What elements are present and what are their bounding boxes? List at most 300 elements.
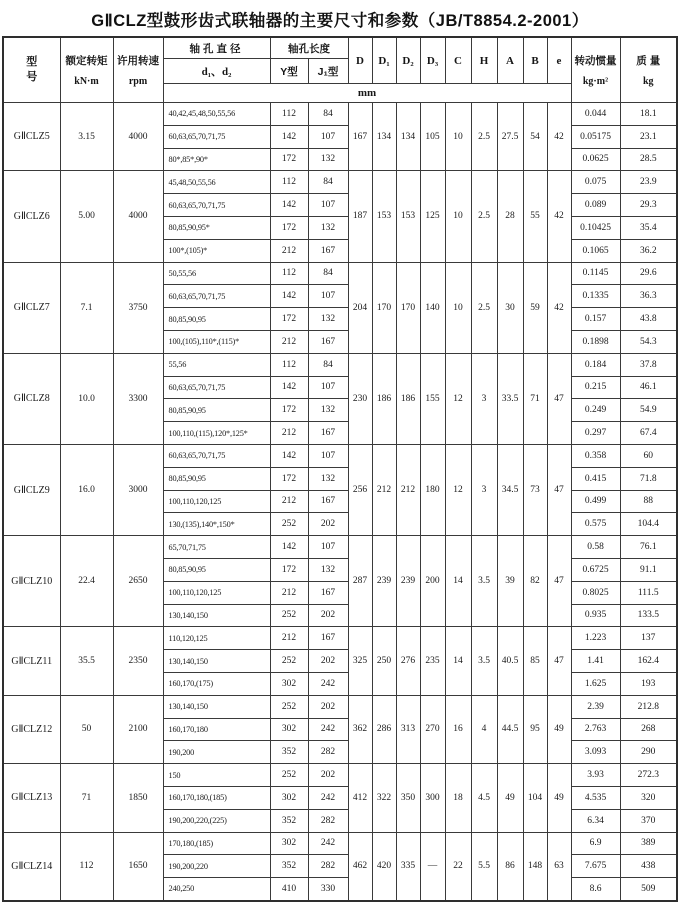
dim-D2-cell: 134 xyxy=(396,103,420,171)
inertia-cell: 0.358 xyxy=(571,444,620,467)
header-mass xyxy=(620,37,677,103)
inertia-cell: 0.0625 xyxy=(571,148,620,171)
speed-cell: 2100 xyxy=(113,695,163,763)
inertia-cell: 2.763 xyxy=(571,718,620,741)
mass-cell: 272.3 xyxy=(620,764,677,787)
bore-diameters-cell: 60,63,65,70,71,75 xyxy=(163,376,270,399)
mass-cell: 36.2 xyxy=(620,239,677,262)
mass-cell: 67.4 xyxy=(620,422,677,445)
bore-diameters-cell: 60,63,65,70,71,75 xyxy=(163,194,270,217)
dim-D2-cell: 335 xyxy=(396,832,420,901)
dim-e-cell: 49 xyxy=(547,764,571,832)
dim-e-cell: 63 xyxy=(547,832,571,901)
j1-length-cell: 282 xyxy=(308,855,348,878)
inertia-cell: 0.1065 xyxy=(571,239,620,262)
bore-diameters-cell: 190,200,220 xyxy=(163,855,270,878)
dim-C-cell: 10 xyxy=(445,171,471,262)
bore-diameters-cell: 240,250 xyxy=(163,878,270,901)
inertia-cell: 0.249 xyxy=(571,399,620,422)
table-row xyxy=(3,627,677,650)
j1-length-cell: 202 xyxy=(308,695,348,718)
dim-H-cell: 4 xyxy=(471,695,497,763)
dim-B-cell: 148 xyxy=(523,832,547,901)
y-length-cell: 410 xyxy=(270,878,308,901)
header-bore-length: 轴孔长度 xyxy=(270,37,348,59)
mass-cell: 54.3 xyxy=(620,330,677,353)
inertia-cell: 0.1335 xyxy=(571,285,620,308)
header-dim-D2: D₂ xyxy=(396,37,420,84)
y-length-cell: 252 xyxy=(270,650,308,673)
mass-cell: 29.3 xyxy=(620,194,677,217)
header-dim-H: H xyxy=(471,37,497,84)
y-length-cell: 172 xyxy=(270,467,308,490)
j1-length-cell: 107 xyxy=(308,444,348,467)
inertia-cell: 8.6 xyxy=(571,878,620,901)
y-length-cell: 212 xyxy=(270,581,308,604)
j1-length-cell: 202 xyxy=(308,513,348,536)
mass-cell: 36.3 xyxy=(620,285,677,308)
j1-length-cell: 202 xyxy=(308,604,348,627)
header-inertia xyxy=(571,37,620,103)
mass-cell: 88 xyxy=(620,490,677,513)
dim-D-cell: 412 xyxy=(348,764,372,832)
dim-D2-cell: 153 xyxy=(396,171,420,262)
dim-D-cell: 462 xyxy=(348,832,372,901)
bore-diameters-cell: 100,110,(115),120*,125* xyxy=(163,422,270,445)
inertia-cell: 0.215 xyxy=(571,376,620,399)
y-length-cell: 172 xyxy=(270,399,308,422)
j1-length-cell: 107 xyxy=(308,536,348,559)
dim-C-cell: 18 xyxy=(445,764,471,832)
y-length-cell: 302 xyxy=(270,718,308,741)
header-bore-sub: d₁、d₂ xyxy=(163,59,270,84)
mass-cell: 111.5 xyxy=(620,581,677,604)
dim-e-cell: 47 xyxy=(547,627,571,695)
y-length-cell: 142 xyxy=(270,125,308,148)
j1-length-cell: 107 xyxy=(308,194,348,217)
dim-D-cell: 325 xyxy=(348,627,372,695)
j1-length-cell: 84 xyxy=(308,262,348,285)
inertia-cell: 3.093 xyxy=(571,741,620,764)
bore-diameters-cell: 40,42,45,48,50,55,56 xyxy=(163,103,270,126)
mass-cell: 133.5 xyxy=(620,604,677,627)
header-model-label: 型号 xyxy=(26,56,38,83)
dim-B-cell: 54 xyxy=(523,103,547,171)
dim-D1-cell: 286 xyxy=(372,695,396,763)
dim-H-cell: 3.5 xyxy=(471,536,497,627)
dim-D1-cell: 239 xyxy=(372,536,396,627)
y-length-cell: 112 xyxy=(270,103,308,126)
j1-length-cell: 242 xyxy=(308,672,348,695)
dim-D-cell: 362 xyxy=(348,695,372,763)
j1-length-cell: 84 xyxy=(308,353,348,376)
inertia-cell: 7.675 xyxy=(571,855,620,878)
header-dim-C: C xyxy=(445,37,471,84)
dim-B-cell: 71 xyxy=(523,353,547,444)
header-torque xyxy=(60,37,113,103)
header-mass-label: 质 量 xyxy=(636,55,661,67)
dim-H-cell: 5.5 xyxy=(471,832,497,901)
header-dim-A: A xyxy=(497,37,523,84)
bore-diameters-cell: 80,85,90,95 xyxy=(163,399,270,422)
model-cell: GⅡCLZ9 xyxy=(3,444,60,535)
header-inertia-unit: kg·m² xyxy=(582,76,609,87)
dim-A-cell: 30 xyxy=(497,262,523,353)
header-dim-D3: D₃ xyxy=(420,37,445,84)
header-y-type: Y型 xyxy=(270,59,308,84)
speed-cell: 4000 xyxy=(113,103,163,171)
j1-length-cell: 132 xyxy=(308,148,348,171)
page-title: GⅡCLZ型鼓形齿式联轴器的主要尺寸和参数（JB/T8854.2-2001） xyxy=(91,12,589,30)
dim-D-cell: 287 xyxy=(348,536,372,627)
header-inertia-label: 转动惯量 xyxy=(574,55,617,67)
bore-diameters-cell: 60,63,65,70,71,75 xyxy=(163,285,270,308)
dim-D3-cell: 300 xyxy=(420,764,445,832)
dim-D3-cell: 200 xyxy=(420,536,445,627)
dim-H-cell: 2.5 xyxy=(471,262,497,353)
j1-length-cell: 84 xyxy=(308,171,348,194)
mass-cell: 162.4 xyxy=(620,650,677,673)
dim-D1-cell: 250 xyxy=(372,627,396,695)
inertia-cell: 0.1898 xyxy=(571,330,620,353)
dim-e-cell: 49 xyxy=(547,695,571,763)
dim-D2-cell: 313 xyxy=(396,695,420,763)
j1-length-cell: 107 xyxy=(308,125,348,148)
inertia-cell: 3.93 xyxy=(571,764,620,787)
dim-C-cell: 14 xyxy=(445,627,471,695)
dim-D2-cell: 276 xyxy=(396,627,420,695)
mass-cell: 37.8 xyxy=(620,353,677,376)
bore-diameters-cell: 80,85,90,95* xyxy=(163,216,270,239)
mass-cell: 137 xyxy=(620,627,677,650)
y-length-cell: 352 xyxy=(270,855,308,878)
speed-cell: 3000 xyxy=(113,444,163,535)
dim-B-cell: 85 xyxy=(523,627,547,695)
dim-C-cell: 16 xyxy=(445,695,471,763)
dim-A-cell: 39 xyxy=(497,536,523,627)
inertia-cell: 0.184 xyxy=(571,353,620,376)
dim-A-cell: 34.5 xyxy=(497,444,523,535)
dim-D3-cell: 270 xyxy=(420,695,445,763)
bore-diameters-cell: 130,140,150 xyxy=(163,604,270,627)
y-length-cell: 142 xyxy=(270,194,308,217)
dim-D1-cell: 322 xyxy=(372,764,396,832)
j1-length-cell: 202 xyxy=(308,764,348,787)
j1-length-cell: 242 xyxy=(308,832,348,855)
j1-length-cell: 84 xyxy=(308,103,348,126)
y-length-cell: 252 xyxy=(270,764,308,787)
dim-A-cell: 28 xyxy=(497,171,523,262)
model-cell: GⅡCLZ5 xyxy=(3,103,60,171)
y-length-cell: 112 xyxy=(270,262,308,285)
bore-diameters-cell: 190,200,220,(225) xyxy=(163,809,270,832)
y-length-cell: 112 xyxy=(270,353,308,376)
y-length-cell: 142 xyxy=(270,444,308,467)
dim-D1-cell: 134 xyxy=(372,103,396,171)
torque-cell: 10.0 xyxy=(60,353,113,444)
inertia-cell: 0.499 xyxy=(571,490,620,513)
dim-e-cell: 47 xyxy=(547,536,571,627)
dim-C-cell: 12 xyxy=(445,444,471,535)
j1-length-cell: 330 xyxy=(308,878,348,901)
bore-diameters-cell: 100*,(105)* xyxy=(163,239,270,262)
bore-diameters-cell: 160,170,180 xyxy=(163,718,270,741)
bore-diameters-cell: 55,56 xyxy=(163,353,270,376)
speed-cell: 3750 xyxy=(113,262,163,353)
mass-cell: 43.8 xyxy=(620,308,677,331)
table-row xyxy=(3,695,677,718)
inertia-cell: 0.05175 xyxy=(571,125,620,148)
inertia-cell: 0.6725 xyxy=(571,558,620,581)
inertia-cell: 0.157 xyxy=(571,308,620,331)
model-cell: GⅡCLZ10 xyxy=(3,536,60,627)
j1-length-cell: 242 xyxy=(308,786,348,809)
y-length-cell: 212 xyxy=(270,627,308,650)
dim-C-cell: 10 xyxy=(445,262,471,353)
dim-A-cell: 86 xyxy=(497,832,523,901)
bore-diameters-cell: 60,63,65,70,71,75 xyxy=(163,444,270,467)
bore-diameters-cell: 80,85,90,95 xyxy=(163,308,270,331)
dim-H-cell: 3 xyxy=(471,444,497,535)
j1-length-cell: 107 xyxy=(308,376,348,399)
inertia-cell: 1.41 xyxy=(571,650,620,673)
mass-cell: 29.6 xyxy=(620,262,677,285)
bore-diameters-cell: 130,140,150 xyxy=(163,650,270,673)
y-length-cell: 172 xyxy=(270,308,308,331)
dim-D1-cell: 186 xyxy=(372,353,396,444)
dim-D3-cell: 105 xyxy=(420,103,445,171)
mass-cell: 104.4 xyxy=(620,513,677,536)
inertia-cell: 0.10425 xyxy=(571,216,620,239)
dim-D1-cell: 212 xyxy=(372,444,396,535)
inertia-cell: 0.1145 xyxy=(571,262,620,285)
y-length-cell: 302 xyxy=(270,672,308,695)
header-speed-label: 许用转速 xyxy=(117,55,159,67)
mass-cell: 320 xyxy=(620,786,677,809)
dim-D3-cell: 235 xyxy=(420,627,445,695)
dim-B-cell: 95 xyxy=(523,695,547,763)
dim-e-cell: 42 xyxy=(547,103,571,171)
dim-D-cell: 187 xyxy=(348,171,372,262)
bore-diameters-cell: 110,120,125 xyxy=(163,627,270,650)
speed-cell: 3300 xyxy=(113,353,163,444)
dim-e-cell: 42 xyxy=(547,171,571,262)
y-length-cell: 142 xyxy=(270,536,308,559)
dim-A-cell: 27.5 xyxy=(497,103,523,171)
mass-cell: 35.4 xyxy=(620,216,677,239)
mass-cell: 212.8 xyxy=(620,695,677,718)
speed-cell: 2350 xyxy=(113,627,163,695)
y-length-cell: 212 xyxy=(270,330,308,353)
torque-cell: 7.1 xyxy=(60,262,113,353)
torque-cell: 22.4 xyxy=(60,536,113,627)
bore-diameters-cell: 65,70,71,75 xyxy=(163,536,270,559)
table-row xyxy=(3,764,677,787)
header-model xyxy=(3,37,60,103)
y-length-cell: 252 xyxy=(270,695,308,718)
j1-length-cell: 132 xyxy=(308,467,348,490)
mass-cell: 18.1 xyxy=(620,103,677,126)
header-dim-D1: D₁ xyxy=(372,37,396,84)
j1-length-cell: 132 xyxy=(308,216,348,239)
y-length-cell: 212 xyxy=(270,239,308,262)
y-length-cell: 142 xyxy=(270,285,308,308)
dim-D-cell: 230 xyxy=(348,353,372,444)
table-row xyxy=(3,171,677,194)
j1-length-cell: 167 xyxy=(308,330,348,353)
spec-table xyxy=(2,36,678,902)
j1-length-cell: 167 xyxy=(308,422,348,445)
dim-D-cell: 204 xyxy=(348,262,372,353)
inertia-cell: 0.935 xyxy=(571,604,620,627)
bore-diameters-cell: 160,170,(175) xyxy=(163,672,270,695)
model-cell: GⅡCLZ13 xyxy=(3,764,60,832)
mass-cell: 370 xyxy=(620,809,677,832)
torque-cell: 5.00 xyxy=(60,171,113,262)
dim-D1-cell: 170 xyxy=(372,262,396,353)
table-row xyxy=(3,353,677,376)
inertia-cell: 0.044 xyxy=(571,103,620,126)
y-length-cell: 172 xyxy=(270,558,308,581)
dim-D2-cell: 186 xyxy=(396,353,420,444)
dim-H-cell: 3 xyxy=(471,353,497,444)
bore-diameters-cell: 190,200 xyxy=(163,741,270,764)
bore-diameters-cell: 150 xyxy=(163,764,270,787)
dim-D3-cell: 125 xyxy=(420,171,445,262)
mass-cell: 509 xyxy=(620,878,677,901)
bore-diameters-cell: 100,110,120,125 xyxy=(163,581,270,604)
y-length-cell: 302 xyxy=(270,832,308,855)
header-speed xyxy=(113,37,163,103)
j1-length-cell: 242 xyxy=(308,718,348,741)
mass-cell: 91.1 xyxy=(620,558,677,581)
dim-D1-cell: 420 xyxy=(372,832,396,901)
header-j1-type: J₁型 xyxy=(308,59,348,84)
dim-B-cell: 59 xyxy=(523,262,547,353)
header-dim-B: B xyxy=(523,37,547,84)
header-torque-label: 额定转矩 xyxy=(65,55,108,67)
dim-D2-cell: 350 xyxy=(396,764,420,832)
torque-cell: 3.15 xyxy=(60,103,113,171)
dim-D1-cell: 153 xyxy=(372,171,396,262)
dim-B-cell: 73 xyxy=(523,444,547,535)
torque-cell: 112 xyxy=(60,832,113,901)
mass-cell: 71.8 xyxy=(620,467,677,490)
table-row xyxy=(3,444,677,467)
model-cell: GⅡCLZ12 xyxy=(3,695,60,763)
table-body xyxy=(3,103,677,901)
y-length-cell: 212 xyxy=(270,490,308,513)
mass-cell: 290 xyxy=(620,741,677,764)
j1-length-cell: 107 xyxy=(308,285,348,308)
bore-diameters-cell: 50,55,56 xyxy=(163,262,270,285)
header-bore-diameter: 轴孔直径 xyxy=(163,37,270,59)
bore-diameters-cell: 80*,85*,90* xyxy=(163,148,270,171)
dim-A-cell: 49 xyxy=(497,764,523,832)
table-row xyxy=(3,832,677,855)
model-cell: GⅡCLZ11 xyxy=(3,627,60,695)
dim-D3-cell: 140 xyxy=(420,262,445,353)
mass-cell: 28.5 xyxy=(620,148,677,171)
j1-length-cell: 202 xyxy=(308,650,348,673)
table-row xyxy=(3,103,677,126)
y-length-cell: 252 xyxy=(270,604,308,627)
header-torque-unit: kN·m xyxy=(74,76,99,87)
mass-cell: 23.9 xyxy=(620,171,677,194)
torque-cell: 35.5 xyxy=(60,627,113,695)
inertia-cell: 1.223 xyxy=(571,627,620,650)
inertia-cell: 6.9 xyxy=(571,832,620,855)
bore-diameters-cell: 100,110,120,125 xyxy=(163,490,270,513)
dim-D3-cell: — xyxy=(420,832,445,901)
j1-length-cell: 132 xyxy=(308,399,348,422)
dim-C-cell: 10 xyxy=(445,103,471,171)
y-length-cell: 252 xyxy=(270,513,308,536)
mass-cell: 54.9 xyxy=(620,399,677,422)
dim-D2-cell: 170 xyxy=(396,262,420,353)
dim-e-cell: 47 xyxy=(547,444,571,535)
dim-B-cell: 82 xyxy=(523,536,547,627)
j1-length-cell: 167 xyxy=(308,581,348,604)
mass-cell: 60 xyxy=(620,444,677,467)
mass-cell: 438 xyxy=(620,855,677,878)
y-length-cell: 352 xyxy=(270,741,308,764)
speed-cell: 4000 xyxy=(113,171,163,262)
j1-length-cell: 167 xyxy=(308,490,348,513)
j1-length-cell: 132 xyxy=(308,558,348,581)
inertia-cell: 0.297 xyxy=(571,422,620,445)
dim-B-cell: 55 xyxy=(523,171,547,262)
y-length-cell: 172 xyxy=(270,216,308,239)
mass-cell: 46.1 xyxy=(620,376,677,399)
inertia-cell: 2.39 xyxy=(571,695,620,718)
speed-cell: 2650 xyxy=(113,536,163,627)
dim-D2-cell: 212 xyxy=(396,444,420,535)
inertia-cell: 0.089 xyxy=(571,194,620,217)
dim-D-cell: 167 xyxy=(348,103,372,171)
dim-D-cell: 256 xyxy=(348,444,372,535)
header-speed-unit: rpm xyxy=(128,76,148,87)
torque-cell: 71 xyxy=(60,764,113,832)
model-cell: GⅡCLZ8 xyxy=(3,353,60,444)
bore-diameters-cell: 45,48,50,55,56 xyxy=(163,171,270,194)
bore-diameters-cell: 100,(105),110*,(115)* xyxy=(163,330,270,353)
bore-diameters-cell: 160,170,180,(185) xyxy=(163,786,270,809)
dim-e-cell: 42 xyxy=(547,262,571,353)
y-length-cell: 302 xyxy=(270,786,308,809)
dim-A-cell: 40.5 xyxy=(497,627,523,695)
table-header xyxy=(3,37,677,103)
j1-length-cell: 167 xyxy=(308,627,348,650)
bore-diameters-cell: 80,85,90,95 xyxy=(163,467,270,490)
inertia-cell: 4.535 xyxy=(571,786,620,809)
header-dim-D: D xyxy=(348,37,372,84)
y-length-cell: 212 xyxy=(270,422,308,445)
table-row xyxy=(3,262,677,285)
y-length-cell: 142 xyxy=(270,376,308,399)
inertia-cell: 1.625 xyxy=(571,672,620,695)
header-mm-unit: mm xyxy=(163,84,571,103)
dim-A-cell: 33.5 xyxy=(497,353,523,444)
bore-diameters-cell: 60,63,65,70,71,75 xyxy=(163,125,270,148)
inertia-cell: 0.58 xyxy=(571,536,620,559)
torque-cell: 16.0 xyxy=(60,444,113,535)
table-row xyxy=(3,536,677,559)
model-cell: GⅡCLZ14 xyxy=(3,832,60,901)
dim-D2-cell: 239 xyxy=(396,536,420,627)
mass-cell: 76.1 xyxy=(620,536,677,559)
model-cell: GⅡCLZ7 xyxy=(3,262,60,353)
